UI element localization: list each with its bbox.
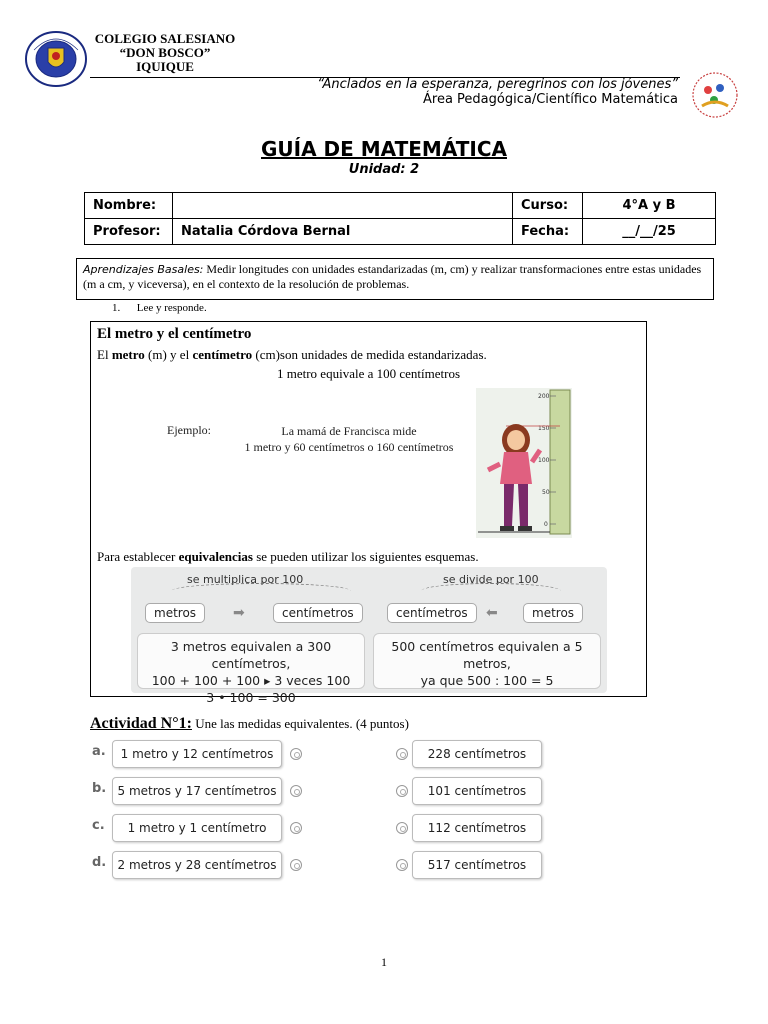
aprendizajes-basales <box>76 258 714 300</box>
page-title: GUÍA DE MATEMÁTICA <box>261 137 507 161</box>
profesor-value: Natalia Córdova Bernal <box>173 219 513 245</box>
metro-term: metro <box>111 347 145 362</box>
curso-label: Curso: <box>513 193 583 219</box>
divide-example-line: ya que 500 : 100 = 5 <box>420 673 554 688</box>
match-dot-left[interactable] <box>290 859 302 871</box>
match-dot-right[interactable] <box>396 748 408 760</box>
conversion-schema <box>131 567 607 705</box>
table-row <box>85 193 716 219</box>
instruction: 1. Lee y responde. <box>112 302 207 314</box>
school-name-line3: IQUIQUE <box>136 59 194 74</box>
example-text <box>219 423 479 455</box>
centimetro-term: centímetro <box>192 347 253 362</box>
woman-ruler-illustration <box>476 388 572 538</box>
multiply-example-line: 3 metros equivalen a 300 centímetros, <box>170 639 332 671</box>
school-name <box>90 32 240 74</box>
equivalence-statement: 1 metro equivale a 100 centímetros <box>276 366 461 381</box>
multiply-example-line: 100 + 100 + 100 ▸ 3 veces 100 <box>151 673 351 688</box>
box-title: El metro y el centímetro <box>97 326 252 342</box>
page-number: 1 <box>381 955 387 969</box>
match-card-left[interactable]: 2 metros y 28 centímetros <box>112 851 282 879</box>
pill-metros: metros <box>145 603 205 623</box>
area-label: Área Pedagógica/Científico Matemática <box>423 92 678 107</box>
match-card-left[interactable]: 1 metro y 1 centímetro <box>112 814 282 842</box>
match-dot-right[interactable] <box>396 785 408 797</box>
school-name-line1: COLEGIO SALESIANO <box>94 31 236 46</box>
item-letter: d. <box>92 855 107 870</box>
match-card-right[interactable]: 101 centímetros <box>412 777 542 805</box>
item-letter: c. <box>92 818 105 833</box>
match-card-right[interactable]: 112 centímetros <box>412 814 542 842</box>
multiply-arc <box>171 583 351 599</box>
activity-instruction: Une las medidas equivalentes. (4 puntos) <box>191 716 409 731</box>
pastoral-logo-right <box>690 70 740 120</box>
explanation-box <box>90 321 647 705</box>
nombre-field[interactable] <box>173 193 513 219</box>
box-intro <box>97 347 487 363</box>
equiv-text: se pueden utilizar los siguientes esquemas. <box>252 549 479 564</box>
match-card-right[interactable]: 228 centímetros <box>412 740 542 768</box>
equivalences-intro <box>97 549 479 565</box>
ruler-label: 200 <box>538 393 550 400</box>
example-label: Ejemplo: <box>167 423 211 437</box>
school-logo-left <box>24 30 88 88</box>
student-info-table <box>84 192 716 245</box>
fecha-label: Fecha: <box>513 219 583 245</box>
activity-title <box>90 715 409 733</box>
curso-value: 4°A y B <box>583 193 716 219</box>
divide-example-line: 500 centímetros equivalen a 5 metros, <box>391 639 583 671</box>
match-dot-left[interactable] <box>290 785 302 797</box>
pill-metros: metros <box>523 603 583 623</box>
intro-text: (m) y el <box>144 347 193 362</box>
intro-text: (cm)son unidades de medida estandarizadas. <box>252 347 487 362</box>
match-card-left[interactable]: 5 metros y 17 centímetros <box>112 777 282 805</box>
fecha-field[interactable]: __/__/25 <box>583 219 716 245</box>
pill-centimetros: centímetros <box>273 603 363 623</box>
match-card-right[interactable]: 517 centímetros <box>412 851 542 879</box>
pill-centimetros: centímetros <box>387 603 477 623</box>
equiv-text: Para establecer <box>97 549 179 564</box>
activity-heading: Actividad N°1: <box>90 715 192 732</box>
ruler-label: 100 <box>538 457 550 464</box>
nombre-label: Nombre: <box>85 193 173 219</box>
basales-label: Aprendizajes Basales: <box>83 263 204 276</box>
profesor-label: Profesor: <box>85 219 173 245</box>
arrow-right-icon: ➡ <box>233 605 245 621</box>
ruler-label: 150 <box>538 425 550 432</box>
intro-text: El <box>97 347 112 362</box>
table-row <box>85 219 716 245</box>
multiply-example <box>137 633 365 705</box>
ruler-label: 50 <box>542 489 550 496</box>
match-dot-left[interactable] <box>290 822 302 834</box>
arrow-left-icon: ⬅ <box>486 605 498 621</box>
divide-example <box>373 633 601 689</box>
multiply-label: se multiplica por 100 <box>187 573 304 586</box>
match-dot-right[interactable] <box>396 822 408 834</box>
school-name-line2: “DON BOSCO” <box>119 45 211 60</box>
item-letter: a. <box>92 744 106 759</box>
equivalencias-term: equivalencias <box>178 549 253 564</box>
motto: “Anclados en la esperanza, peregrinos con los jóvenes” <box>317 77 678 92</box>
example-line2: 1 metro y 60 centímetros o 160 centímetros <box>244 440 454 454</box>
match-dot-left[interactable] <box>290 748 302 760</box>
match-card-left[interactable]: 1 metro y 12 centímetros <box>112 740 282 768</box>
match-dot-right[interactable] <box>396 859 408 871</box>
example-line1: La mamá de Francisca mide <box>281 424 417 438</box>
multiply-example-line: 3 • 100 = 300 <box>206 690 296 705</box>
item-letter: b. <box>92 781 107 796</box>
divide-label: se divide por 100 <box>443 573 539 586</box>
page-subtitle: Unidad: 2 <box>348 162 420 177</box>
basales-text: Medir longitudes con unidades estandarizadas (m, cm) y realizar transformaciones entre estas unidades (m a cm, y viceversa), en el contexto de la resolución de problemas. <box>83 262 702 291</box>
ruler-label: 0 <box>544 521 548 528</box>
divide-arc <box>421 583 561 599</box>
